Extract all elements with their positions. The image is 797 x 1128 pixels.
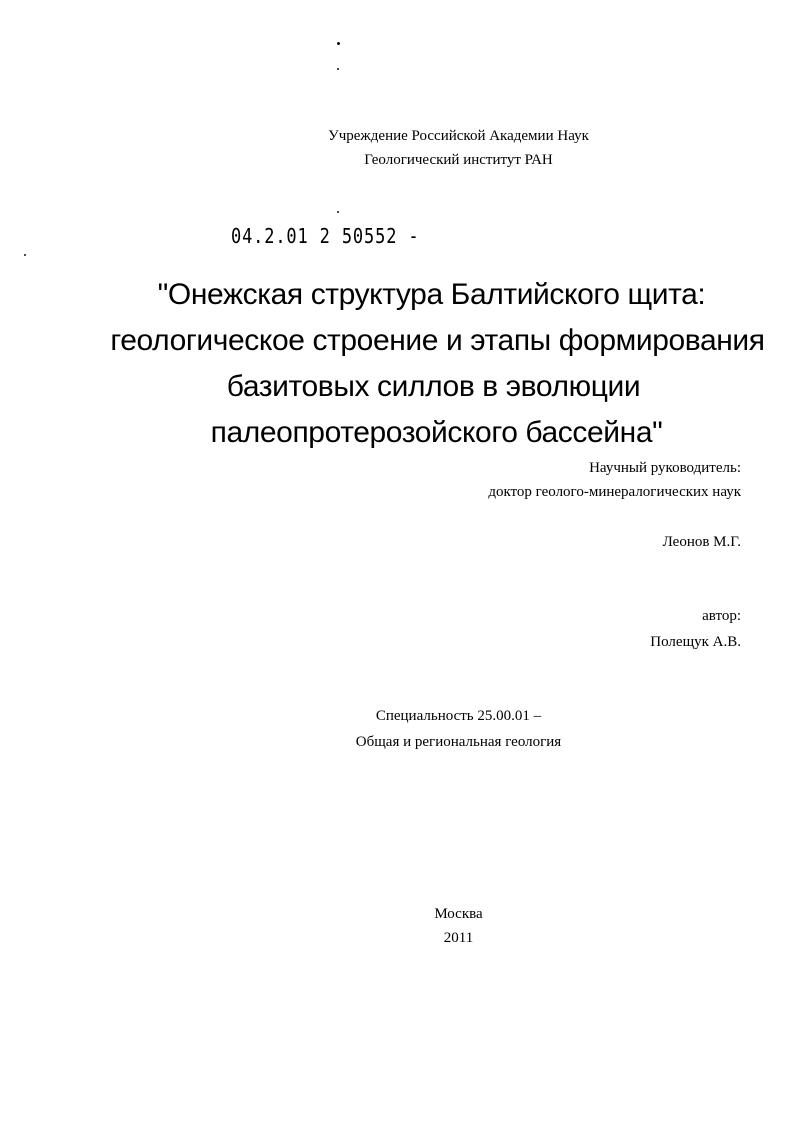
year: 2011 [443,930,474,946]
title-line-4: палеопротерозойского бассейна" [210,416,663,449]
specialty-name: Общая и региональная геология [355,734,562,750]
title-line-1: "Онежская структура Балтийского щита: [157,278,706,311]
author-name: Полещук А.В. [650,634,741,650]
thesis-title [0,272,797,456]
author-label: автор: [702,608,741,624]
scan-speck [337,211,339,213]
scan-speck [337,68,339,70]
supervisor-label: Научный руководитель: [589,460,741,476]
specialty-code: Специальность 25.00.01 – [375,708,542,724]
registration-number: 04.2.01 2 50552 - [231,224,420,248]
title-line-2: геологическое строение и этапы формирования [110,324,765,357]
scan-speck [24,254,26,256]
institution-header [60,124,797,172]
institute-name: Геологический институт РАН [364,152,553,168]
footer [60,902,797,950]
specialty-block [60,704,797,754]
institution-name: Учреждение Российской Академии Наук [328,128,589,144]
supervisor-name: Леонов М.Г. [662,534,741,550]
supervisor-degree: доктор геолого-минералогических наук [488,484,741,500]
title-line-3: базитовых силлов в эволюции [226,370,641,403]
scan-speck [337,42,340,45]
city: Москва [434,906,483,922]
